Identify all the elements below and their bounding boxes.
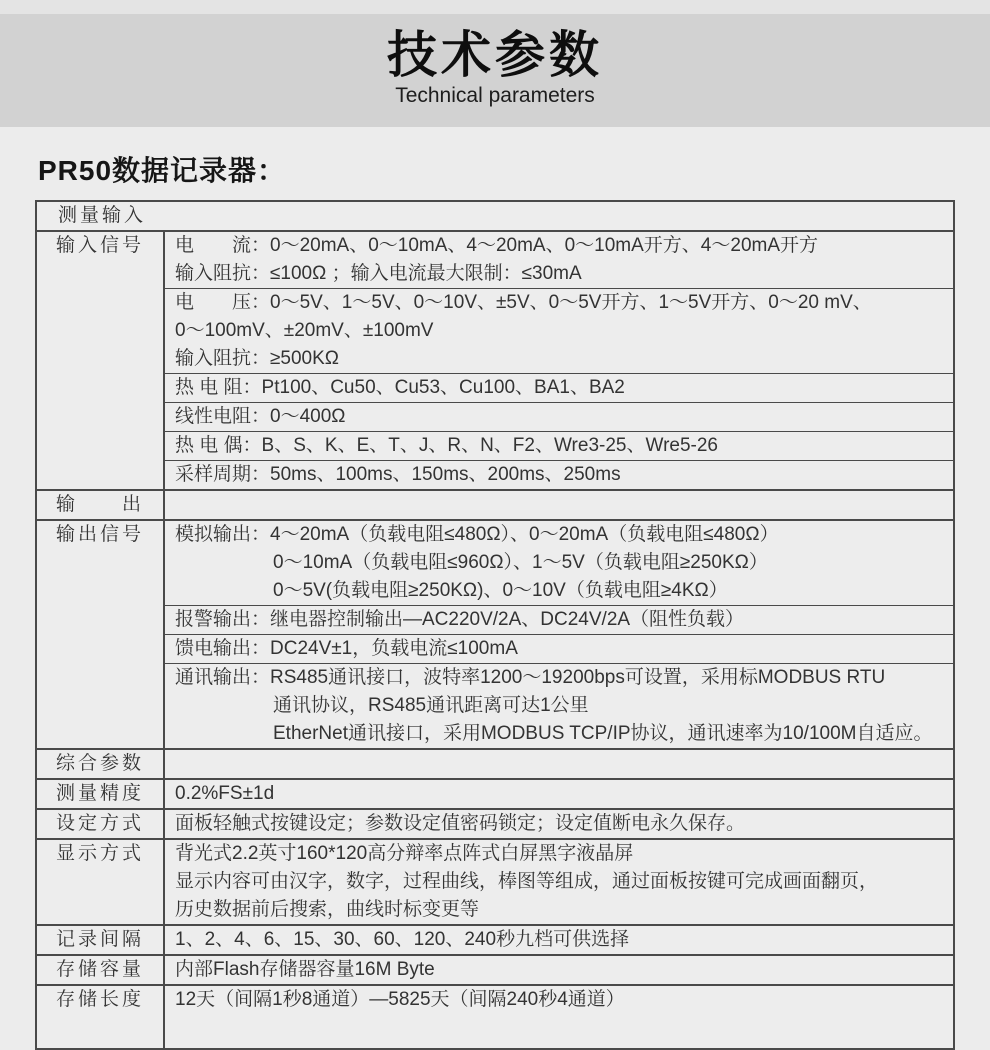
row-measure-input [37, 202, 953, 230]
storage-capacity-value: 内部Flash存储器容量16M Byte [175, 959, 435, 980]
subrow-analog-output [165, 521, 953, 605]
storage-length-label: 存储长度 [37, 986, 165, 1048]
title-banner [0, 14, 990, 127]
spec-table [35, 200, 955, 1050]
row-output [37, 489, 953, 519]
page-subtitle: Technical parameters [395, 84, 595, 107]
row-output-signal [37, 519, 953, 748]
voltage-impedance-line: 输入阻抗：≥500KΩ [175, 348, 340, 369]
setting-method-value: 面板轻触式按键设定；参数设定值密码锁定；设定值断电永久保存。 [175, 813, 746, 834]
output-content-empty [165, 491, 953, 519]
section-title: PR50数据记录器： [38, 155, 287, 186]
row-storage-length [37, 984, 953, 1048]
subrow-alarm-output [165, 605, 953, 634]
display-method-line-2: 显示内容可由汉字，数字，过程曲线，棒图等组成，通过面板按键可完成画面翻页， [175, 871, 879, 892]
subrow-rtd [165, 373, 953, 402]
thermocouple-line: 热 电 偶：B、S、K、E、T、J、R、N、F2、Wre3-25、Wre5-26 [175, 435, 718, 456]
row-display-method [37, 838, 953, 924]
rtd-line: 热 电 阻：Pt100、Cu50、Cu53、Cu100、BA1、BA2 [175, 377, 625, 398]
sampling-line: 采样周期：50ms、100ms、150ms、200ms、250ms [175, 464, 621, 485]
record-interval-value: 1、2、4、6、15、30、60、120、240秒九档可供选择 [175, 929, 630, 950]
comm-output-line-2: 通讯协议，RS485通讯距离可达1公里 [273, 695, 589, 716]
storage-capacity-label: 存储容量 [37, 956, 165, 984]
general-params-label: 综合参数 [37, 750, 165, 778]
analog-output-line-2: 0～10mA（负载电阻≤960Ω）、1～5V（负载电阻≥250KΩ） [273, 552, 768, 573]
current-impedance-line: 输入阻抗：≤100Ω ；输入电流最大限制：≤30mA [175, 263, 582, 284]
setting-method-content [165, 810, 953, 838]
comm-output-line-3: EtherNet通讯接口，采用MODBUS TCP/IP协议，通讯速率为10/100M自适应。 [273, 723, 933, 744]
subrow-sampling [165, 460, 953, 489]
setting-method-label: 设定方式 [37, 810, 165, 838]
output-label: 输 出 [37, 491, 165, 519]
storage-length-content [165, 986, 953, 1048]
row-input-signal [37, 230, 953, 489]
storage-length-value: 12天（间隔1秒8通道）—5825天（间隔240秒4通道） [175, 989, 625, 1010]
analog-output-line-3: 0～5V(负载电阻≥250KΩ)、0～10V（负载电阻≥4KΩ） [273, 580, 728, 601]
general-params-content-empty [165, 750, 953, 778]
page-title: 技术参数 [387, 27, 603, 83]
top-strip [0, 0, 990, 14]
subrow-linear-resistance [165, 402, 953, 431]
output-signal-content [165, 521, 953, 748]
record-interval-content [165, 926, 953, 954]
comm-output-line-1: 通讯输出：RS485通讯接口，波特率1200～19200bps可设置，采用标MODBUS RTU [175, 667, 886, 688]
current-line: 电 流：0～20mA、0～10mA、4～20mA、0～10mA开方、4～20mA开方 [175, 235, 819, 256]
input-signal-label: 输入信号 [37, 232, 165, 489]
input-signal-content [165, 232, 953, 489]
row-accuracy [37, 778, 953, 808]
alarm-output-line: 报警输出：继电器控制输出—AC220V/2A、DC24V/2A（阻性负载） [175, 609, 745, 630]
row-general-params [37, 748, 953, 778]
storage-capacity-content [165, 956, 953, 984]
row-record-interval [37, 924, 953, 954]
display-method-line-3: 历史数据前后搜索，曲线时标变更等 [175, 899, 480, 920]
measure-input-label: 测量输入 [58, 205, 147, 226]
accuracy-label: 测量精度 [37, 780, 165, 808]
record-interval-label: 记录间隔 [37, 926, 165, 954]
display-method-line-1: 背光式2.2英寸160*120高分辩率点阵式白屏黑字液晶屏 [175, 843, 634, 864]
subrow-voltage [165, 288, 953, 373]
output-signal-label: 输出信号 [37, 521, 165, 748]
voltage-line-2: 0～100mV、±20mV、±100mV [175, 320, 434, 341]
accuracy-value: 0.2%FS±1d [175, 783, 275, 804]
subrow-current [165, 232, 953, 288]
feed-output-line: 馈电输出：DC24V±1，负载电流≤100mA [175, 638, 518, 659]
subrow-thermocouple [165, 431, 953, 460]
voltage-line-1: 电 压：0～5V、1～5V、0～10V、±5V、0～5V开方、1～5V开方、0～20 mV、 [175, 292, 872, 313]
row-storage-capacity [37, 954, 953, 984]
subrow-comm-output [165, 663, 953, 748]
subrow-feed-output [165, 634, 953, 663]
accuracy-content [165, 780, 953, 808]
row-setting-method [37, 808, 953, 838]
linear-resistance-line: 线性电阻：0～400Ω [175, 406, 346, 427]
analog-output-line-1: 模拟输出：4～20mA（负载电阻≤480Ω）、0～20mA（负载电阻≤480Ω） [175, 524, 779, 545]
display-method-content [165, 840, 953, 924]
display-method-label: 显示方式 [37, 840, 165, 924]
